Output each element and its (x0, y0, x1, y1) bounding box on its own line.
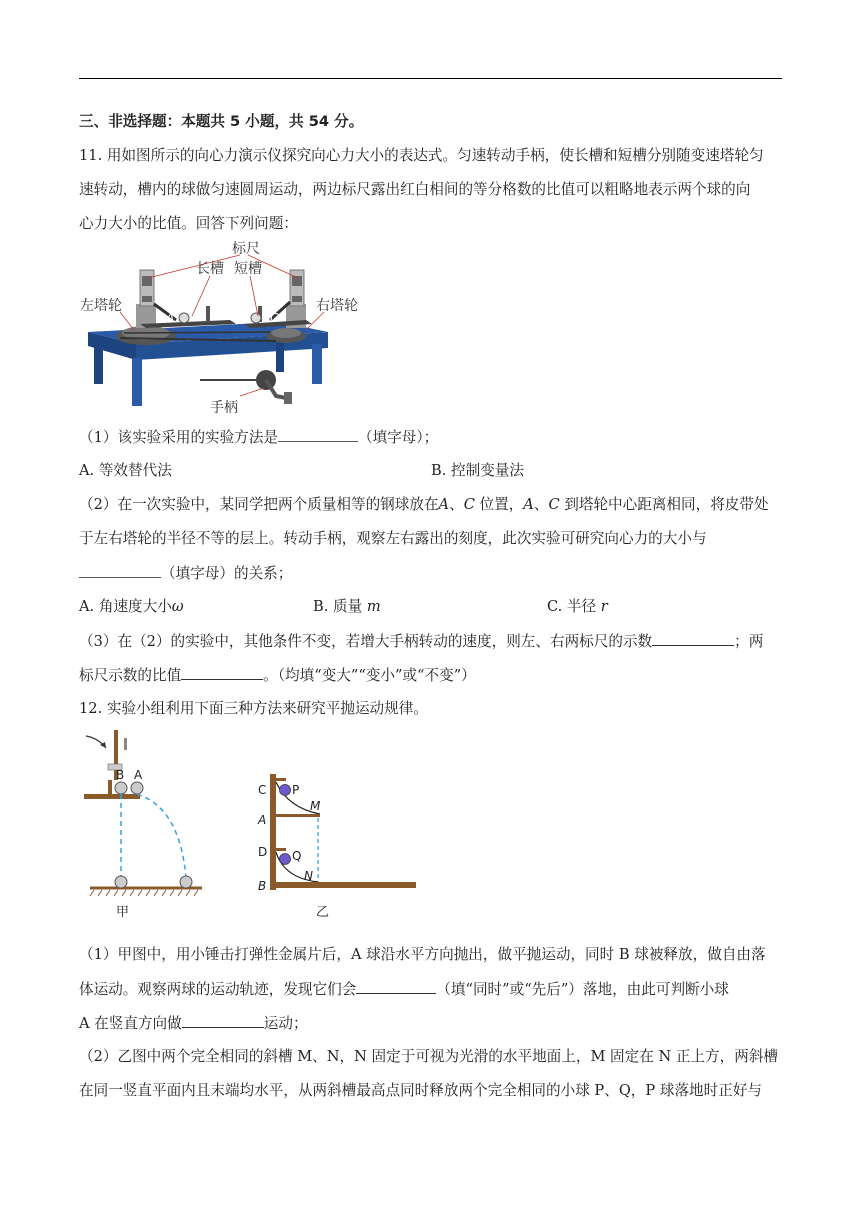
symbol-omega: ω (171, 598, 184, 615)
q11-intro-line-1: 11. 用如图所示的向心力演示仪探究向心力大小的表达式。匀速转动手柄，使长槽和短槽分别随变速塔轮匀 (79, 147, 764, 164)
symbol-a: A (523, 496, 534, 513)
label-n: N (304, 869, 313, 883)
q11-intro-line-3: 心力大小的比值。回答下列问题： (79, 215, 298, 232)
label-a: A (258, 813, 267, 827)
label-long-slot: 长槽 (196, 261, 224, 277)
q12-part1-line-2 (79, 979, 729, 1000)
q11-part3-blank-1[interactable] (652, 631, 734, 646)
label-handle: 手柄 (210, 400, 238, 416)
q11-part1-suffix: （填字母）； (358, 429, 439, 446)
q11-part1-option-b[interactable]: B. 控制变量法 (431, 462, 524, 479)
centripetal-force-apparatus-figure (80, 240, 380, 416)
q11-part3-line-2 (79, 665, 476, 686)
label-ball-a: A (166, 311, 175, 325)
q11-part2-text: 、 (449, 496, 464, 513)
q11-part2-suffix: （填字母）的关系； (161, 565, 293, 582)
q11-part2-text: 、 (533, 496, 549, 513)
q11-part2-option-c[interactable] (547, 597, 608, 617)
caption-yi: 乙 (316, 905, 330, 920)
label-ball-b: B (116, 768, 125, 782)
q12-part1-text: （填“同时”或“先后”）落地，由此可判断小球 (436, 981, 729, 998)
q11-part3-text: （3）在（2）的实验中，其他条件不变，若增大手柄转动的速度，则左、右两标尺的示数 (79, 633, 653, 650)
q11-part2-option-b[interactable] (313, 597, 381, 617)
q11-part3-blank-2[interactable] (181, 665, 263, 680)
q11-intro-line-2: 速转动，槽内的球做匀速圆周运动，两边标尺露出红白相间的等分格数的比值可以粗略地表示两个球的向 (79, 181, 751, 198)
q11-part1-option-a[interactable]: A. 等效替代法 (79, 462, 172, 479)
label-p: P (292, 783, 300, 797)
q12-part1-text: 运动； (263, 1015, 308, 1032)
q12-part1-text: 体运动。观察两球的运动轨迹，发现它们会 (79, 981, 357, 998)
q11-part3-text: 标尺示数的比值 (79, 667, 182, 684)
q11-part2-option-a[interactable] (79, 597, 184, 617)
figure-jia (80, 728, 210, 920)
label-ball-a: A (134, 768, 143, 782)
symbol-c: C (463, 496, 475, 513)
q11-part2-line-2: 于左右塔轮的半径不等的层上。转动手柄，观察左右露出的刻度，此次实验可研究向心力的大小与 (79, 530, 707, 547)
caption-jia: 甲 (116, 905, 130, 920)
label-q: Q (292, 849, 302, 863)
symbol-c: C (548, 496, 560, 513)
label-c: C (258, 783, 267, 797)
q12-part1-blank-1[interactable] (356, 979, 436, 994)
q11-part3-line-1 (79, 631, 763, 652)
option-c-label: C. 半径 (547, 598, 597, 615)
figure-yi (254, 768, 420, 920)
symbol-a: A (438, 496, 450, 513)
label-b: B (258, 879, 267, 893)
symbol-r: r (600, 598, 608, 615)
q12-intro: 12. 实验小组利用下面三种方法来研究平抛运动规律。 (79, 700, 428, 717)
label-right-wheel: 右塔轮 (316, 298, 358, 314)
symbol-m: m (366, 598, 381, 615)
q11-part1 (79, 427, 438, 448)
q11-part2-text: 位置， (474, 496, 524, 513)
q12-part1-text: A 在竖直方向做 (79, 1015, 182, 1032)
q12-part1-line-1: （1）甲图中，用小锤击打弹性金属片后，A 球沿水平方向抛出，做平抛运动，同时 B 球被释放，做自由落 (79, 946, 766, 963)
q12-part1-line-3 (79, 1013, 308, 1034)
option-b-label: B. 质量 (313, 598, 363, 615)
q12-part1-blank-2[interactable] (182, 1013, 264, 1028)
label-short-slot: 短槽 (234, 261, 262, 277)
label-ruler: 标尺 (232, 241, 260, 257)
q11-part2-line-3 (79, 563, 292, 584)
label-d: D (258, 845, 268, 859)
q11-part3-text: 。（均填“变大”“变小”或“不变”） (263, 667, 476, 684)
header-rule (79, 78, 782, 79)
label-m: M (310, 799, 321, 813)
label-left-wheel: 左塔轮 (80, 298, 122, 314)
q11-part1-blank[interactable] (278, 427, 358, 442)
q11-part2-text: 到塔轮中心距离相同，将皮带处 (559, 496, 769, 513)
label-ball-c: C (270, 311, 279, 325)
q11-part1-prompt: （1）该实验采用的实验方法是 (79, 429, 279, 446)
q11-part2-blank[interactable] (79, 563, 161, 578)
section-heading: 三、非选择题：本题共 5 小题，共 54 分。 (79, 113, 364, 130)
q11-part2-text: （2）在一次实验中，某同学把两个质量相等的钢球放在 (79, 496, 439, 513)
option-a-label: A. 角速度大小 (79, 598, 172, 615)
q11-part2-line-1 (79, 495, 769, 515)
q12-part2-line-2: 在同一竖直平面内且末端均水平，从两斜槽最高点同时释放两个完全相同的小球 P、Q，P 球落地时正好与 (79, 1082, 763, 1099)
q12-part2-line-1: （2）乙图中两个完全相同的斜槽 M、N，N 固定于可视为光滑的水平地面上，M 固定在 N 正上方，两斜槽 (79, 1048, 779, 1065)
q11-part3-text: ；两 (734, 633, 764, 650)
